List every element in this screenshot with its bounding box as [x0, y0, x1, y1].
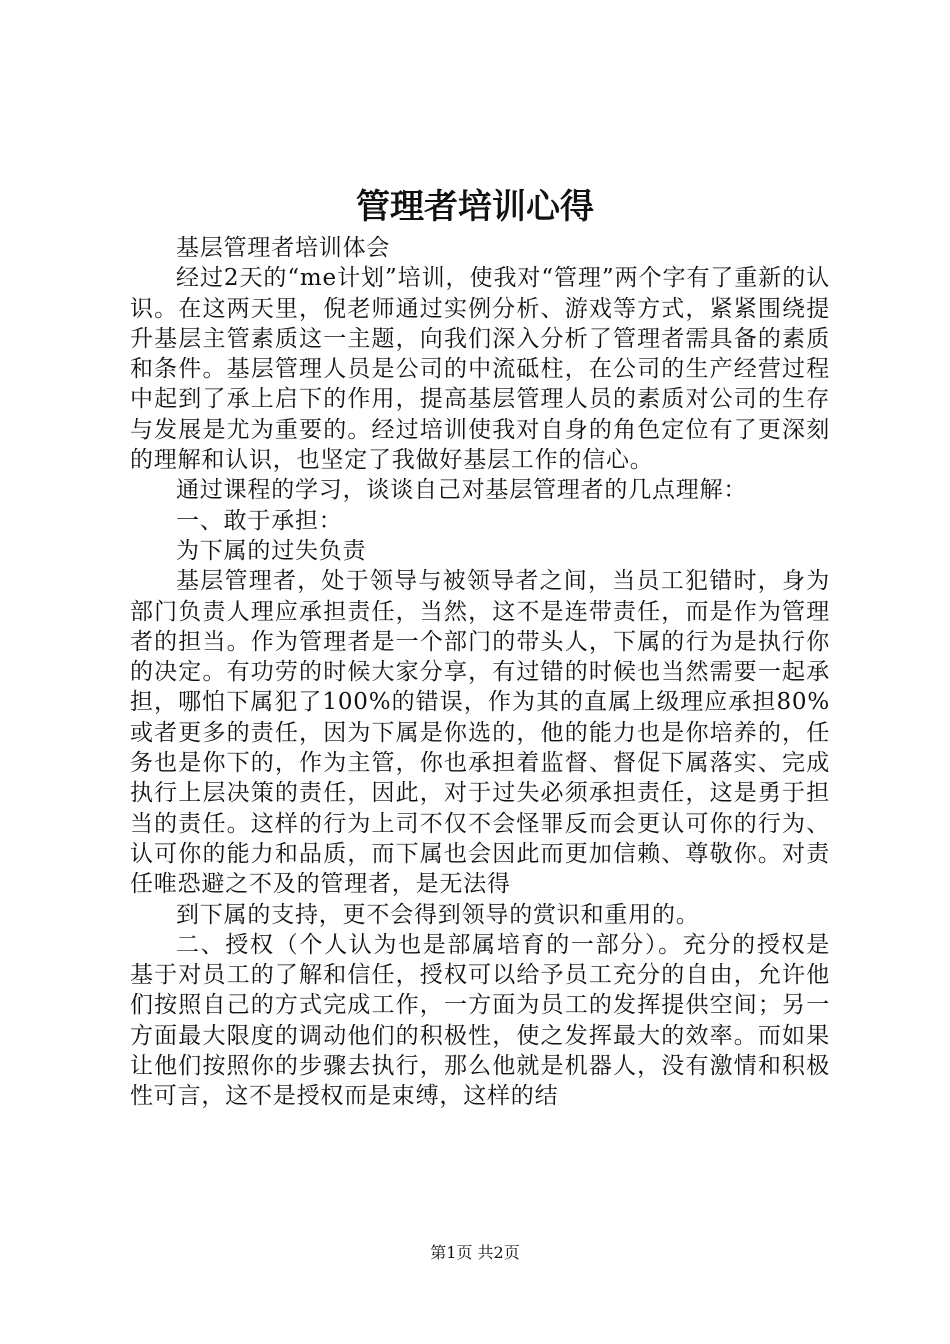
page-number: 第1页 共2页 [430, 1243, 520, 1262]
paragraph-intro: 经过2天的“me计划”培训，使我对“管理”两个字有了重新的认识。在这两天里，倪老师通过实例分析、游戏等方式，紧紧围绕提升基层主管素质这一主题，向我们深入分析了管理者需具备的素质和条件。基层管理人员是公司的中流砥柱，在公司的生产经营过程中起到了承上启下的作用，提高基层管理人员的素质对公司的生存与发展是尤为重要的。经过培训使我对自身的角色定位有了更深刻的理解和认识，也坚定了我做好基层工作的信心。 [130, 265, 830, 474]
paragraph-subtitle: 基层管理者培训体会 [176, 235, 391, 261]
paragraph-delegation: 二、授权（个人认为也是部属培育的一部分）。充分的授权是基于对员工的了解和信任，授权可以给予员工充分的自由，允许他们按照自己的方式完成工作，一方面为员工的发挥提供空间；另一方面最大限度的调动他们的积极性，使之发挥最大的效率。而如果让他们按照你的步骤去执行，那么他就是机器人，没有激情和积极性可言，这不是授权而是束缚，这样的结 [130, 931, 830, 1110]
paragraph-lead-in: 通过课程的学习，谈谈自己对基层管理者的几点理解： [176, 477, 748, 504]
page-title: 管理者培训心得 [356, 187, 594, 227]
subheading-1: 为下属的过失负责 [176, 537, 367, 564]
paragraph-responsibility: 基层管理者，处于领导与被领导者之间，当员工犯错时，身为部门负责人理应承担责任，当然，这不是连带责任，而是作为管理者的担当。作为管理者是一个部门的带头人，下属的行为是执行你的决定。有功劳的时候大家分享，有过错的时候也当然需要一起承担，哪怕下属犯了100%的错误，作为其的直属上级理应承担80%或者更多的责任，因为下属是你选的，他的能力也是你培养的，任务也是你下的，作为主管，你也承担着监督、督促下属落实、完成执行上层决策的责任，因此，对于过失必须承担责任，这是勇于担当的责任。这样的行为上司不仅不会怪罪反而会更认可你的行为、认可你的能力和品质，而下属也会因此而更加信赖、尊敬你。对责任唯恐避之不及的管理者，是无法得 [130, 568, 830, 898]
paragraph-responsibility-cont: 到下属的支持，更不会得到领导的赏识和重用的。 [176, 901, 700, 928]
section-heading-1: 一、敢于承担： [176, 507, 343, 534]
document-body [130, 233, 830, 1112]
